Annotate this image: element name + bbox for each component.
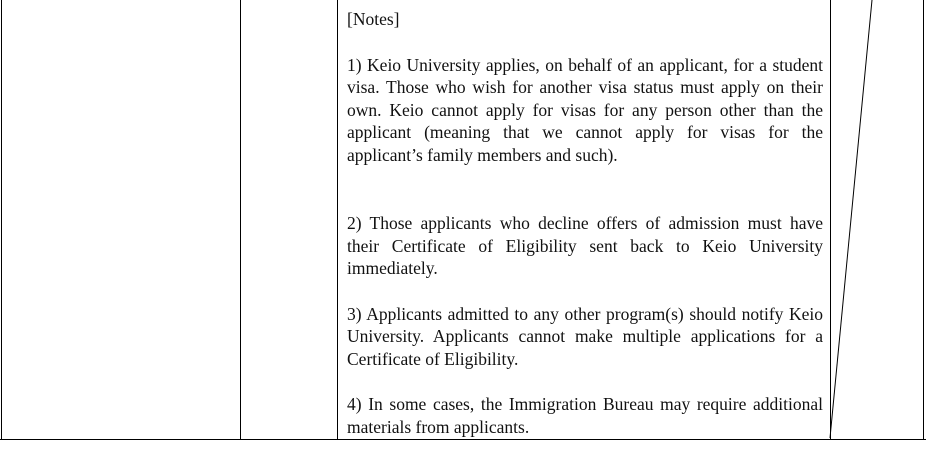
note-item-1: 1) Keio University applies, on behalf of an applicant, for a student visa. Those who wish for another visa status must apply on their own. Keio cannot apply for visas for any person other than the applicant (meaning that we cannot apply for visas for the applicant’s family members and such).	[347, 54, 823, 165]
note-item-2: 2) Those applicants who decline offers of admission must have their Certificate of Eligibility sent back to Keio University immediately.	[347, 213, 823, 278]
note-item-4: 4) In some cases, the Immigration Bureau may require additional materials from applicants.	[347, 394, 823, 437]
note-item-3: 3) Applicants admitted to any other program(s) should notify Keio University. Applicants cannot make multiple applications for a Certificate of Eligibility.	[347, 303, 823, 369]
notes-heading: [Notes]	[347, 9, 400, 29]
notes-cell	[347, 8, 823, 461]
